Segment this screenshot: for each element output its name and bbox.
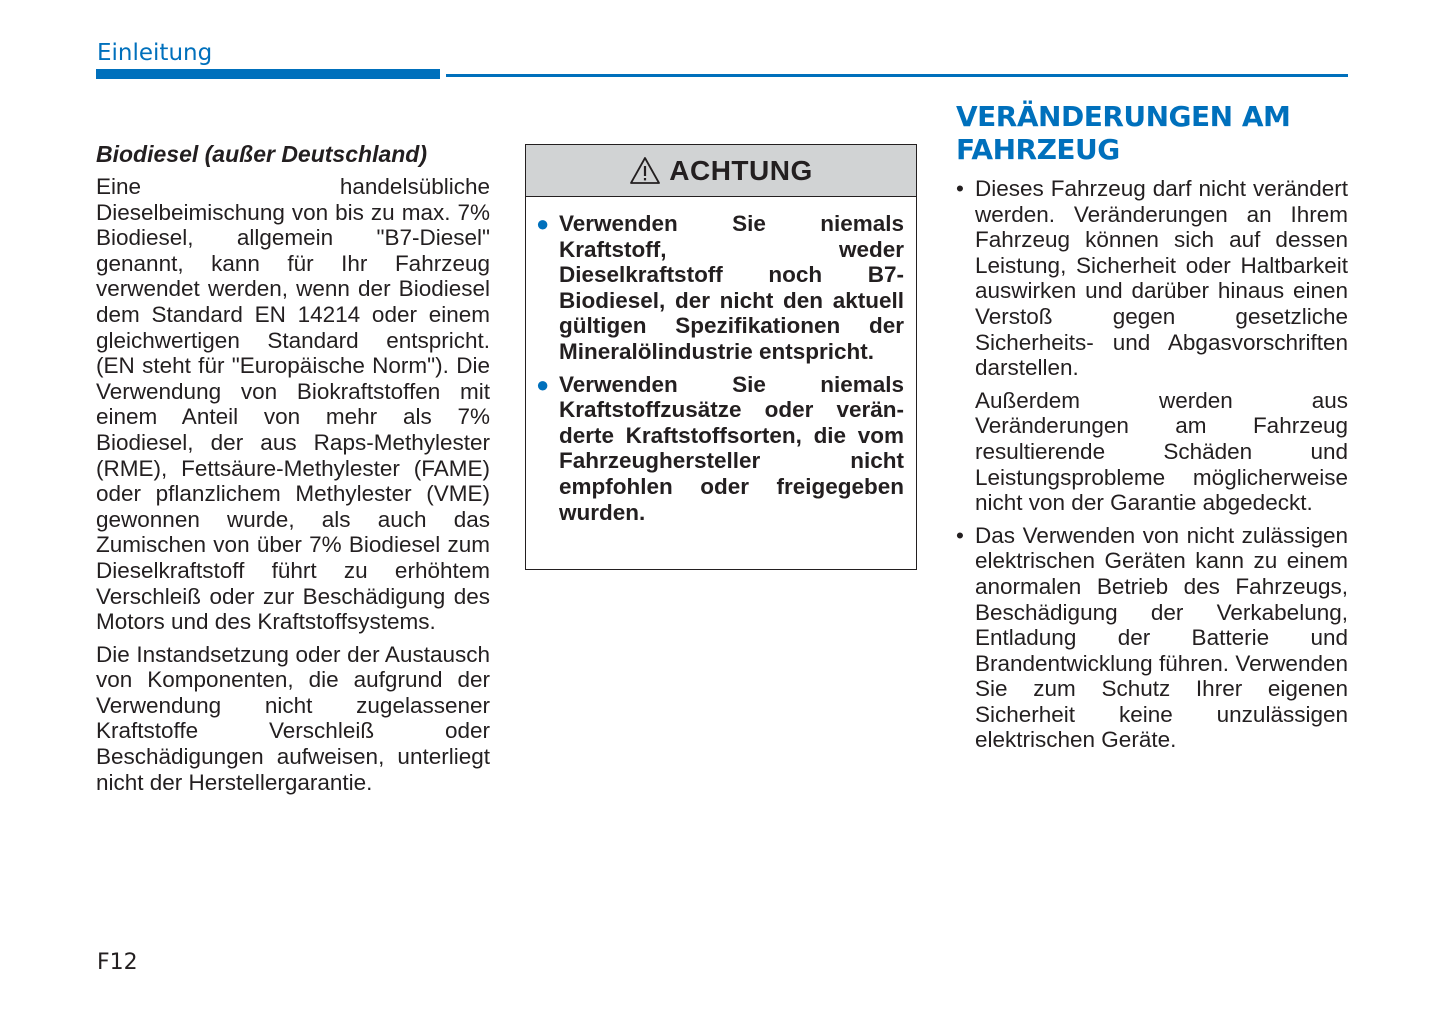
warning-item-text: Verwenden Sie niemals Kraftstoff, weder Dieselkraftstoff noch B7-Biodiesel, der nicht den aktuell gültigen Spezifikationen der Mineralölindustrie entspricht. [559,211,904,364]
modifications-item-text: Dieses Fahrzeug darf nicht verändert werden. Veränderungen an Ihrem Fahrzeug können sich auf dessen Leistung, Sicherheit oder Haltbarkeit auswirken und darüber hinaus einen Verstoß gegen gesetzliche Sicherheits- und Abgasvorschriften darstellen. [975,176,1348,381]
bullet-icon: • [956,522,964,548]
bullet-dot-icon: ● [536,211,550,236]
warning-item [526,372,916,526]
biodiesel-title: Biodiesel (außer Deutschland) [96,141,428,167]
section-label: Einleitung [97,40,213,66]
bullet-icon: • [956,176,964,201]
header-bar-thick [96,69,440,79]
warning-box [525,144,917,570]
page-number: F12 [97,950,138,975]
modifications-item [956,523,1348,753]
biodiesel-paragraph-1: Eine handelsübliche Dieselbeimischung von bis zu max. 7% Biodiesel, allgemein "B7-Diesel" genannt, kann für Ihr Fahrzeug verwendet werden, wenn der Biodiesel dem Standard EN 14214 oder einem gleichwertigen Standard entspricht. (EN steht für "Europäische Norm"). Die Verwendung von Biokraftstoffen mit einem Anteil von mehr als 7% Biodiesel, der aus Raps-Methylester (RME), Fettsäure-Methylester (FAME) oder pflanzlichem Methylester (VME) gewonnen wurde, als auch das Zumischen von über 7% Biodiesel zum Dieselkraftstoff führt zu erhöhtem Verschleiß oder zur Beschädigung des Motors und des Kraftstoffsystems. [96,174,490,635]
modifications-item-text: Außerdem werden aus Veränderungen am Fahrzeug resultierende Schäden und Leistungsprobleme möglicherweise nicht von der Garantie abgedeckt. [975,387,1348,516]
modifications-heading: VERÄNDERUNGEN AM FAHRZEUG [956,100,1291,166]
modifications-item [956,176,1348,516]
warning-item-text: Verwenden Sie niemals Kraftstoffzusätze oder veränderte Kraftstoffsorten, die vom Fahrzeughersteller nicht empfohlen oder freigegeben wurden. [559,371,904,525]
warning-header [526,145,916,197]
modifications-list [956,176,1348,753]
bullet-dot-icon: ● [536,371,550,397]
warning-triangle-icon [629,156,661,186]
biodiesel-paragraph-2: Die Instandsetzung oder der Austausch von Komponenten, die aufgrund der Verwendung nicht zugelassener Kraftstoffe Verschleiß oder Beschädigungen aufweisen, unterliegt nicht der Herstellergarantie. [96,641,490,795]
warning-item [526,211,916,365]
modifications-column [956,100,1348,753]
header-bar-thin [446,74,1348,77]
biodiesel-column [96,140,490,795]
warning-title: ACHTUNG [669,154,813,186]
warning-list [526,211,916,525]
modifications-item-text: Das Verwenden von nicht zulässigen elektrischen Geräten kann zu einem anormalen Betrieb des Fahrzeugs, Beschädigung der Verkabelung, Entladung der Batterie und Brandentwicklung führen. Verwenden Sie zum Schutz Ihrer eigenen Sicherheit keine unzulässigen elektrischen Geräte. [975,522,1348,753]
